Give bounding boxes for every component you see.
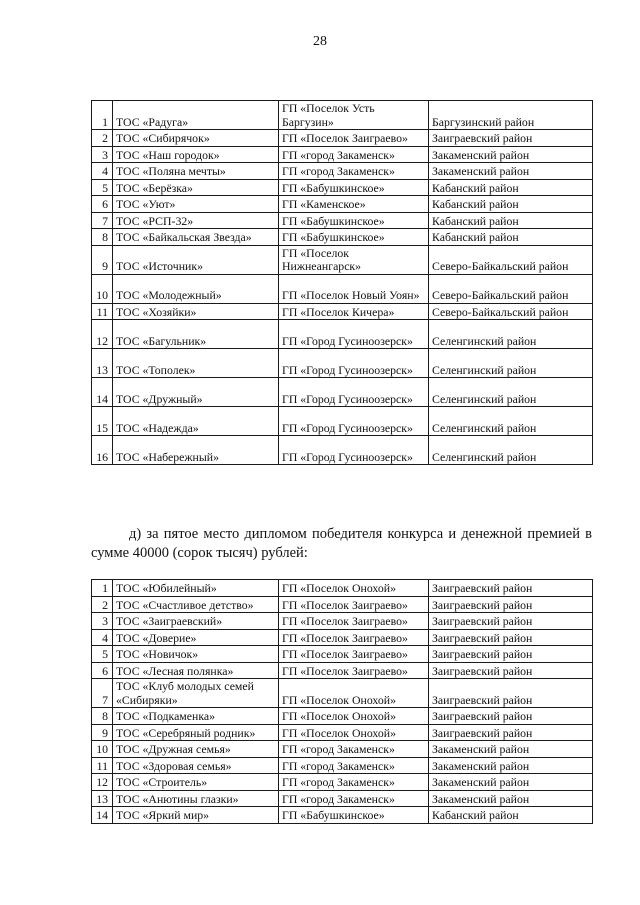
tos-name: ТОС «Наш городок» (113, 146, 279, 163)
tos-name: ТОС «Тополек» (113, 349, 279, 378)
tos-name: ТОС «Серебряный родник» (113, 724, 279, 741)
row-number: 11 (92, 303, 113, 320)
tos-name: ТОС «Багульник» (113, 320, 279, 349)
district: Заиграевский район (429, 580, 593, 597)
settlement: ГП «город Закаменск» (279, 146, 429, 163)
row-number: 16 (92, 436, 113, 465)
tos-name: ТОС «Уют» (113, 196, 279, 213)
district: Селенгинский район (429, 320, 593, 349)
settlement: ГП «Поселок Усть Баргузин» (279, 101, 429, 130)
tos-name: ТОС «Строитель» (113, 774, 279, 791)
district: Баргузинский район (429, 101, 593, 130)
settlement: ГП «Поселок Онохой» (279, 580, 429, 597)
settlement: ГП «город Закаменск» (279, 790, 429, 807)
table-row (92, 378, 593, 407)
district: Кабанский район (429, 807, 593, 824)
settlement: ГП «Город Гусиноозерск» (279, 407, 429, 436)
table-row (92, 596, 593, 613)
row-number: 6 (92, 662, 113, 679)
tos-name: ТОС «Подкаменка» (113, 708, 279, 725)
table-row (92, 646, 593, 663)
table-row (92, 349, 593, 378)
tos-name: ТОС «Сибирячок» (113, 130, 279, 147)
table-row (92, 741, 593, 758)
table-row (92, 146, 593, 163)
settlement: ГП «Поселок Заиграево» (279, 130, 429, 147)
table-row (92, 245, 593, 274)
row-number: 7 (92, 679, 113, 708)
row-number: 3 (92, 146, 113, 163)
settlement: ГП «Поселок Заиграево» (279, 662, 429, 679)
district: Заиграевский район (429, 130, 593, 147)
tos-name: ТОС «Радуга» (113, 101, 279, 130)
district: Заиграевский район (429, 596, 593, 613)
district: Северо-Байкальский район (429, 303, 593, 320)
district: Кабанский район (429, 179, 593, 196)
district: Закаменский район (429, 146, 593, 163)
table-row (92, 101, 593, 130)
district: Северо-Байкальский район (429, 274, 593, 303)
table-row (92, 130, 593, 147)
table-row (92, 790, 593, 807)
tos-name: ТОС «Лесная полянка» (113, 662, 279, 679)
tos-name: ТОС «Здоровая семья» (113, 757, 279, 774)
settlement: ГП «Поселок Онохой» (279, 708, 429, 725)
table-1-body (92, 101, 593, 465)
district: Закаменский район (429, 741, 593, 758)
district: Заиграевский район (429, 724, 593, 741)
table-row (92, 708, 593, 725)
settlement: ГП «Каменское» (279, 196, 429, 213)
tos-name: ТОС «Новичок» (113, 646, 279, 663)
district: Заиграевский район (429, 613, 593, 630)
settlement: ГП «Поселок Заиграево» (279, 613, 429, 630)
district: Северо-Байкальский район (429, 245, 593, 274)
row-number: 9 (92, 245, 113, 274)
table-row (92, 407, 593, 436)
row-number: 8 (92, 229, 113, 246)
row-number: 15 (92, 407, 113, 436)
settlement: ГП «Поселок Заиграево» (279, 629, 429, 646)
settlement: ГП «город Закаменск» (279, 774, 429, 791)
district: Заиграевский район (429, 646, 593, 663)
district: Кабанский район (429, 229, 593, 246)
tos-table-1 (91, 100, 593, 465)
district: Селенгинский район (429, 436, 593, 465)
table-row (92, 724, 593, 741)
tos-name: ТОС «Счастливое детство» (113, 596, 279, 613)
award-paragraph: д) за пятое место дипломом победителя конкурса и денежной премией в сумме 40000 (сорок тысяч) рублей: (91, 525, 592, 561)
tos-name: ТОС «Яркий мир» (113, 807, 279, 824)
settlement: ГП «город Закаменск» (279, 163, 429, 180)
table-row (92, 679, 593, 708)
row-number: 3 (92, 613, 113, 630)
row-number: 9 (92, 724, 113, 741)
settlement: ГП «Поселок Новый Уоян» (279, 274, 429, 303)
tos-name: ТОС «Источник» (113, 245, 279, 274)
settlement: ГП «Поселок Онохой» (279, 679, 429, 708)
district: Селенгинский район (429, 378, 593, 407)
settlement: ГП «Поселок Заиграево» (279, 646, 429, 663)
settlement: ГП «Поселок Нижнеангарск» (279, 245, 429, 274)
tos-name: ТОС «Дружная семья» (113, 741, 279, 758)
row-number: 5 (92, 646, 113, 663)
row-number: 4 (92, 629, 113, 646)
table-row (92, 196, 593, 213)
tos-name: ТОС «Надежда» (113, 407, 279, 436)
settlement: ГП «Бабушкинское» (279, 179, 429, 196)
table-row (92, 807, 593, 824)
row-number: 2 (92, 596, 113, 613)
table-row (92, 629, 593, 646)
row-number: 13 (92, 790, 113, 807)
row-number: 4 (92, 163, 113, 180)
settlement: ГП «Город Гусиноозерск» (279, 378, 429, 407)
settlement: ГП «Город Гусиноозерск» (279, 320, 429, 349)
row-number: 12 (92, 774, 113, 791)
row-number: 14 (92, 378, 113, 407)
district: Закаменский район (429, 757, 593, 774)
settlement: ГП «Город Гусиноозерск» (279, 436, 429, 465)
tos-name: ТОС «Юбилейный» (113, 580, 279, 597)
settlement: ГП «Поселок Заиграево» (279, 596, 429, 613)
page-number: 28 (313, 34, 327, 49)
table-row (92, 212, 593, 229)
settlement: ГП «Бабушкинское» (279, 807, 429, 824)
district: Кабанский район (429, 212, 593, 229)
settlement: ГП «Город Гусиноозерск» (279, 349, 429, 378)
row-number: 7 (92, 212, 113, 229)
tos-name: ТОС «Набережный» (113, 436, 279, 465)
table-row (92, 229, 593, 246)
district: Кабанский район (429, 196, 593, 213)
table-row (92, 320, 593, 349)
settlement: ГП «Бабушкинское» (279, 229, 429, 246)
district: Заиграевский район (429, 629, 593, 646)
district: Заиграевский район (429, 662, 593, 679)
row-number: 1 (92, 580, 113, 597)
table-row (92, 274, 593, 303)
table-row (92, 303, 593, 320)
district: Селенгинский район (429, 349, 593, 378)
tos-table-2 (91, 579, 593, 824)
row-number: 5 (92, 179, 113, 196)
table-2-body (92, 580, 593, 824)
district: Закаменский район (429, 790, 593, 807)
tos-name: ТОС «Байкальская Звезда» (113, 229, 279, 246)
tos-name: ТОС «Доверие» (113, 629, 279, 646)
table-row (92, 436, 593, 465)
row-number: 2 (92, 130, 113, 147)
district: Заиграевский район (429, 708, 593, 725)
tos-name: ТОС «Молодежный» (113, 274, 279, 303)
tos-name: ТОС «Берёзка» (113, 179, 279, 196)
district: Селенгинский район (429, 407, 593, 436)
district: Закаменский район (429, 774, 593, 791)
tos-name: ТОС «РСП-32» (113, 212, 279, 229)
row-number: 1 (92, 101, 113, 130)
settlement: ГП «Поселок Онохой» (279, 724, 429, 741)
table-row (92, 613, 593, 630)
table-row (92, 774, 593, 791)
settlement: ГП «город Закаменск» (279, 741, 429, 758)
district: Заиграевский район (429, 679, 593, 708)
table-row (92, 757, 593, 774)
row-number: 12 (92, 320, 113, 349)
tos-name: ТОС «Дружный» (113, 378, 279, 407)
district: Закаменский район (429, 163, 593, 180)
settlement: ГП «Бабушкинское» (279, 212, 429, 229)
tos-name: ТОС «Поляна мечты» (113, 163, 279, 180)
table-row (92, 662, 593, 679)
settlement: ГП «город Закаменск» (279, 757, 429, 774)
settlement: ГП «Поселок Кичера» (279, 303, 429, 320)
row-number: 11 (92, 757, 113, 774)
row-number: 8 (92, 708, 113, 725)
tos-name: ТОС «Анютины глазки» (113, 790, 279, 807)
table-row (92, 179, 593, 196)
row-number: 13 (92, 349, 113, 378)
table-row (92, 163, 593, 180)
row-number: 10 (92, 741, 113, 758)
row-number: 6 (92, 196, 113, 213)
tos-name: ТОС «Хозяйки» (113, 303, 279, 320)
row-number: 10 (92, 274, 113, 303)
row-number: 14 (92, 807, 113, 824)
table-row (92, 580, 593, 597)
tos-name: ТОС «Заиграевский» (113, 613, 279, 630)
tos-name: ТОС «Клуб молодых семей «Сибиряки» (113, 679, 279, 708)
